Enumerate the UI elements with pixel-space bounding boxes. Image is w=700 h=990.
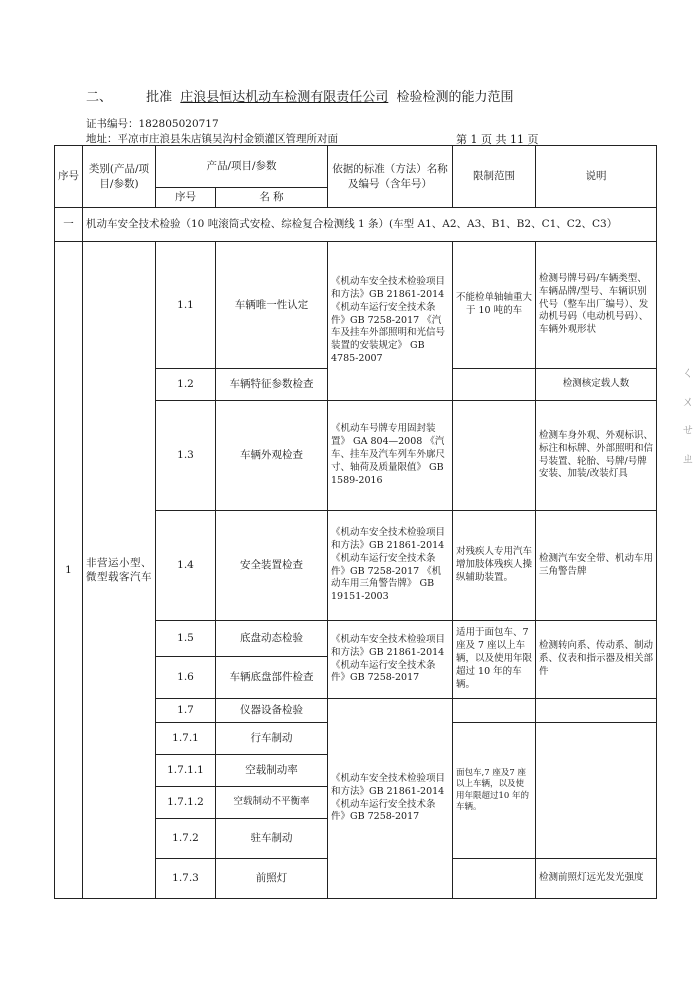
scope-table: [54, 145, 657, 899]
note-cell-empty: [536, 699, 657, 723]
category-cell: 非营运小型、微型载客汽车: [83, 242, 156, 899]
limit-cell-empty: [453, 859, 536, 899]
standard-cell: 《机动车安全技术检验项目和方法》GB 21861-2014 《机动车运行安全技术条件》GB 7258-2017: [328, 699, 453, 899]
note-cell: 检测汽车安全带、机动车用三角警告牌: [536, 511, 657, 621]
standard-cell: 《机动车号牌专用固封装置》 GA 804—2008 《汽车、挂车及汽车列车外廓尺寸、轴荷及质量限值》 GB 1589-2016: [328, 401, 453, 511]
item-name: 车辆特征参数检查: [216, 369, 328, 401]
item-no: 1.7.1.1: [156, 755, 216, 787]
item-name: 前照灯: [216, 859, 328, 899]
item-name: 空载制动率: [216, 755, 328, 787]
header-product: 产品/项目/参数: [156, 146, 328, 188]
header-seq: 序号: [55, 146, 83, 208]
margin-bleed-mark: ㄑ ㄨ ㄝ ㄓ: [681, 366, 695, 467]
section-number: 二、: [86, 90, 113, 105]
header-item-name: 名 称: [216, 188, 328, 208]
section-number-cell: 一: [55, 208, 83, 242]
limit-cell-empty: [453, 401, 536, 511]
item-no: 1.7.1.2: [156, 787, 216, 819]
item-name: 驻车制动: [216, 819, 328, 859]
limit-cell: 适用于面包车、7 座及 7 座以上车辆，以及使用年限超过 10 年的车辆。: [453, 621, 536, 699]
note-cell: 检测前照灯远光发光强度: [536, 859, 657, 899]
limit-cell: 不能检单轴轴重大于 10 吨的车: [453, 242, 536, 369]
scope-header: [86, 86, 513, 105]
approve-label: 批准: [146, 90, 173, 105]
note-cell: 检测号牌号码/车辆类型、车辆品牌/型号、车辆识别代号（整车出厂编号）、发动机号码（电动机号码）、车辆外观形状: [536, 242, 657, 369]
item-no: 1.7.1: [156, 723, 216, 755]
header-item-no: 序号: [156, 188, 216, 208]
header-standard: 依据的标准（方法）名称及编号（含年号）: [328, 146, 453, 208]
item-name: 安全装置检查: [216, 511, 328, 621]
item-no: 1.3: [156, 401, 216, 511]
item-no: 1.5: [156, 621, 216, 657]
item-name: 车辆外观检查: [216, 401, 328, 511]
item-name: 仪器设备检验: [216, 699, 328, 723]
item-no: 1.2: [156, 369, 216, 401]
item-no: 1.6: [156, 657, 216, 699]
standard-cell: 《机动车安全技术检验项目和方法》GB 21861-2014 《机动车运行安全技术条件》GB 7258-2017: [328, 621, 453, 699]
note-cell: 检测车身外观、外观标识、标注和标牌、外部照明和信号装置、轮胎、号牌/号牌安装、加装/改装灯具: [536, 401, 657, 511]
header-category: 类别(产品/项目/参数): [83, 146, 156, 208]
item-name: 行车制动: [216, 723, 328, 755]
header-note: 说明: [536, 146, 657, 208]
item-no: 1.7: [156, 699, 216, 723]
item-name: 车辆底盘部件检查: [216, 657, 328, 699]
item-name: 空载制动不平衡率: [216, 787, 328, 819]
section-title: 机动车安全技术检验（10 吨滚筒式安检、综检复合检测线 1 条）(车型 A1、A2、A3、B1、B2、C1、C2、C3）: [83, 208, 657, 242]
company-name: 庄浪县恒达机动车检测有限责任公司: [180, 90, 389, 105]
note-cell: 检测核定载人数: [536, 369, 657, 401]
page-info: 第 1 页 共 11 页: [456, 133, 539, 146]
limit-cell-empty: [453, 369, 536, 401]
note-cell-empty: [536, 723, 657, 859]
header-suffix: 检验检测的能力范围: [396, 90, 514, 105]
address: 地址：平凉市庄浪县朱店镇吴沟村金锁灌区管理所对面: [86, 133, 338, 145]
item-name: 底盘动态检验: [216, 621, 328, 657]
note-cell: 检测转向系、传动系、制动系、仪表和指示器及相关部件: [536, 621, 657, 699]
item-no: 1.4: [156, 511, 216, 621]
item-name: 车辆唯一性认定: [216, 242, 328, 369]
standard-cell: 《机动车安全技术检验项目和方法》GB 21861-2014 《机动车运行安全技术条件》GB 7258-2017 《机动车用三角警告牌》 GB 19151-2003: [328, 511, 453, 621]
standard-cell: 《机动车安全技术检验项目和方法》GB 21861-2014 《机动车运行安全技术条件》GB 7258-2017 《汽车及挂车外部照明和光信号装置的安装规定》 GB 4785-2007: [328, 242, 453, 401]
limit-cell-empty: [453, 699, 536, 723]
limit-cell: 对残疾人专用汽车增加肢体残疾人操纵辅助装置。: [453, 511, 536, 621]
header-limit: 限制范围: [453, 146, 536, 208]
item-no: 1.7.3: [156, 859, 216, 899]
item-no: 1.7.2: [156, 819, 216, 859]
limit-cell: 面包车,7 座及7 座以上车辆，以及使用年限超过10 年的车辆。: [453, 723, 536, 859]
certificate-number: 证书编号：182805020717: [86, 118, 219, 130]
row-number: 1: [55, 242, 83, 899]
item-no: 1.1: [156, 242, 216, 369]
